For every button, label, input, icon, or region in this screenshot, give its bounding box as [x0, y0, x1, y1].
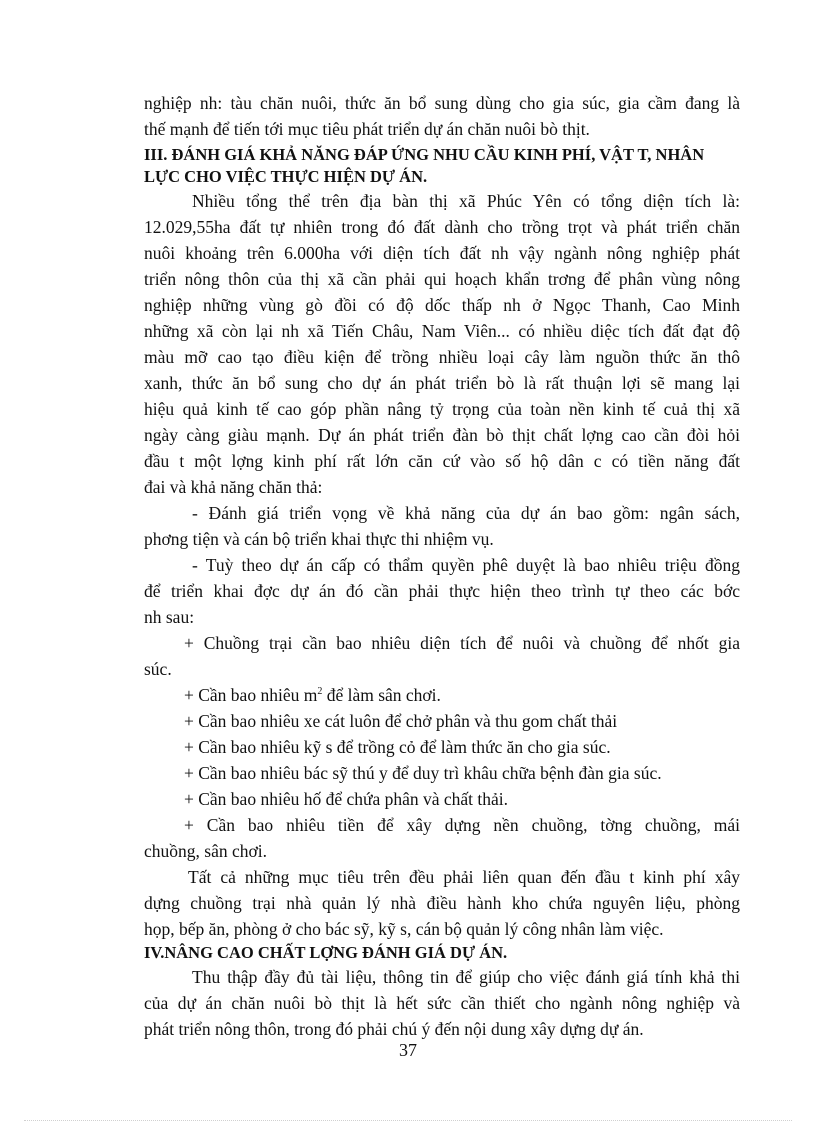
paragraph-line: nh sau: — [144, 607, 195, 627]
paragraph-line: Thu thập đầy đủ tài liệu, thông tin để giúp cho việc đánh giá tính khả thi — [192, 967, 740, 987]
list-item-text: + Cần bao nhiêu m — [184, 685, 318, 705]
paragraph-line: hiệu quả kinh tế cao góp phần nâng tỷ trọng của toàn nền kinh tế cuả thị xã — [144, 399, 740, 419]
paragraph-line: màu mỡ cao tạo điều kiện để trồng nhiều loại cây làm nguồn thức ăn thô — [144, 347, 740, 367]
paragraph-line: xanh, thức ăn bổ sung cho dự án phát triển bò là rất thuận lợi sẽ mang lại — [144, 373, 740, 393]
paragraph-line: nuôi khoảng trên 6.000ha với diện tích đất nh vậy ngành nông nghiệp phát — [144, 243, 740, 263]
list-item-plus: + Chuồng trại cần bao nhiêu diện tích để nuôi và chuồng để nhốt gia — [184, 633, 740, 653]
list-item-dash: - Đánh giá triển vọng về khả năng của dự án bao gồm: ngân sách, — [192, 503, 740, 523]
paragraph-line: họp, bếp ăn, phòng ở cho bác sỹ, kỹ s, cán bộ quản lý công nhân làm việc. — [144, 919, 664, 939]
section-heading-3-cont: LỰC CHO VIỆC THỰC HIỆN DỰ ÁN. — [144, 167, 428, 186]
paragraph-line: chuồng, sân chơi. — [144, 841, 267, 861]
paragraph-line: ngày càng giàu mạnh. Dự án phát triển đàn bò thịt chất lợng cao cần đòi hỏi — [144, 425, 740, 445]
section-heading-4: IV.NÂNG CAO CHẤT LỢNG ĐÁNH GIÁ DỰ ÁN. — [144, 943, 508, 962]
paragraph-line: nghiệp những vùng gò đồi có độ dốc thấp nh ở Ngọc Thanh, Cao Minh — [144, 295, 740, 315]
paragraph-line: Nhiều tổng thể trên địa bàn thị xã Phúc Yên có tổng diện tích là: — [192, 191, 740, 211]
superscript: 2 — [317, 686, 323, 698]
list-item-plus — [144, 682, 740, 708]
paragraph-line: những xã còn lại nh xã Tiến Châu, Nam Viên... có nhiều diệc tích đất đạt độ — [144, 321, 740, 341]
list-item-plus: + Cần bao nhiêu xe cát luôn để chở phân và thu gom chất thải — [184, 711, 618, 731]
paragraph-line: của dự án chăn nuôi bò thịt là hết sức cần thiết cho ngành nông nghiệp và — [144, 993, 740, 1013]
list-item-plus: + Cần bao nhiêu hố để chứa phân và chất thải. — [184, 789, 509, 809]
list-item-plus: + Cần bao nhiêu kỹ s để trồng cỏ để làm thức ăn cho gia súc. — [184, 737, 611, 757]
paragraph-line: triển nông thôn của thị xã cần phải qui hoạch khẩn trơng để phân vùng nông — [144, 269, 740, 289]
list-item-text: để làm sân chơi. — [322, 685, 441, 705]
paragraph-line: đầu t một lợng kinh phí rất lớn căn cứ vào số hộ dân c có tiền năng đất — [144, 451, 740, 471]
list-item-plus: + Cần bao nhiêu tiền để xây dựng nền chuồng, tờng chuồng, mái — [184, 815, 740, 835]
paragraph-line: thế mạnh để tiến tới mục tiêu phát triển dự án chăn nuôi bò thịt. — [144, 119, 590, 139]
document-body — [144, 90, 740, 1042]
paragraph-line: phơng tiện và cán bộ triển khai thực thi nhiệm vụ. — [144, 529, 494, 549]
paragraph-line: đai và khả năng chăn thả: — [144, 477, 323, 497]
list-item-dash: - Tuỳ theo dự án cấp có thẩm quyền phê duyệt là bao nhiêu triệu đồng — [192, 555, 740, 575]
paragraph-line: phát triển nông thôn, trong đó phải chú ý đến nội dung xây dựng dự án. — [144, 1019, 644, 1039]
page-bottom-divider — [24, 1120, 792, 1121]
paragraph-line: 12.029,55ha đất tự nhiên trong đó đất dành cho trồng trọt và phát triển chăn — [144, 217, 740, 237]
section-heading-3: III. ĐÁNH GIÁ KHẢ NĂNG ĐÁP ỨNG NHU CẦU KINH PHÍ, VẬT T, NHÂN — [144, 145, 705, 164]
paragraph-line: Tất cả những mục tiêu trên đều phải liên quan đến đầu t kinh phí xây — [188, 867, 740, 887]
paragraph-line: súc. — [144, 659, 172, 679]
page-number: 37 — [399, 1040, 417, 1060]
paragraph-line: dựng chuồng trại nhà quản lý nhà điều hành kho chứa nguyên liệu, phòng — [144, 893, 740, 913]
list-item-plus: + Cần bao nhiêu bác sỹ thú y để duy trì khâu chữa bệnh đàn gia súc. — [184, 763, 662, 783]
paragraph-line: để triển khai đợc dự án đó cần phải thực hiện theo trình tự theo các bớc — [144, 581, 740, 601]
paragraph-line: nghiệp nh: tàu chăn nuôi, thức ăn bổ sung dùng cho gia súc, gia cầm đang là — [144, 93, 740, 113]
